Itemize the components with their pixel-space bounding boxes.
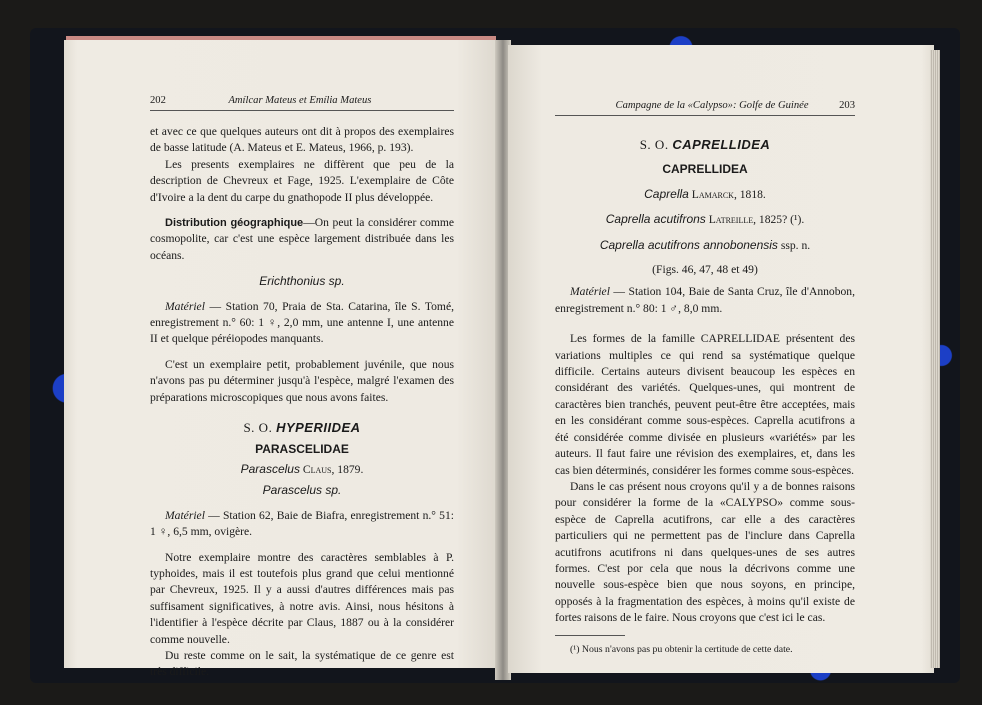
materiel-label-right: Matériel	[570, 285, 610, 299]
materiel-text-1: — Station 70, Praia de Sta. Catarina, île S. Tomé, enregistrement n.° 60: 1 ♀, 2,0 mm, une antenne I, une antenne II et quelque péréiopodes manquants.	[150, 299, 454, 346]
left-para-1: et avec ce que quelques auteurs ont dit à propos des exemplaires de basse latitude (A. Mateus et E. Mateus, 1966, p. 193).	[150, 125, 454, 155]
suborder-name-right: CAPRELLIDEA	[672, 137, 771, 152]
distribution-paragraph	[150, 215, 454, 264]
genus-name-right: Caprella	[644, 186, 689, 201]
suborder-name: HYPERIIDEA	[276, 420, 361, 436]
right-page	[508, 45, 934, 673]
left-text-column	[150, 124, 454, 681]
species-name-1: Caprella acutifrons	[605, 212, 706, 227]
materiel-paragraph-2	[150, 508, 454, 541]
left-page	[64, 40, 500, 679]
species-name-2: Caprella acutifrons annobonensis	[599, 237, 778, 252]
suborder-prefix-right: S. O.	[639, 137, 669, 152]
genus-caprella	[555, 186, 855, 203]
materiel-paragraph-1	[150, 299, 454, 348]
suborder-prefix: S. O.	[243, 420, 273, 436]
left-para-4: Notre exemplaire montre des caractères semblables à P. typhoides, mais il est toutefois plus grand que celui mentionné par Chevreux, 1925. Il y a aussi d'autres différences mais pas suffisament significatives, à notre avis. Ainsi, nous hésitons à l'identifier à l'espèce décrite par Claus, 1887 ou à la considérer comme nouvelle.	[150, 550, 454, 646]
genus-parascelus	[150, 461, 454, 478]
distribution-text: —On peut la considérer comme cosmopolite, car c'est une espèce largement distribuée dans les océans.	[150, 216, 455, 262]
materiel-text-right: — Station 104, Baie de Santa Cruz, île d'Annobon, enregistrement n.° 80: 1 ♂, 8,0 mm.	[555, 285, 855, 315]
materiel-label-2: Matériel	[165, 508, 205, 522]
materiel-label-1: Matériel	[165, 299, 205, 313]
family-caprellidea: CAPRELLIDEA	[662, 162, 748, 177]
genus-author: Claus, 1879.	[302, 462, 364, 476]
left-para-2: Les presents exemplaires ne diffèrent que peu de la description de Chevreux et Fage, 1925. L'exemplaire de Côte d'Ivoire a la dent du carpe du gnathopode II plus développée.	[150, 157, 454, 204]
right-running-head: Campagne de la «Calypso»: Golfe de Guinée	[615, 100, 809, 111]
left-para-5: Du reste comme on le sait, la systématique de ce genre est très difficile.	[150, 648, 454, 679]
right-para-1: Les formes de la famille CAPRELLIDAE présentent des variations multiples ce qui rend sa systématique quelque difficile. Certains auteurs divisent beaucoup les espèces en considérant des variétés. Quelques-unes, qui montrent de caractères bien tranchés, peuvent peut-être être acceptées, mais en les considérant comme sous-espèces. Caprella acutifrons a été considérée comme divisée en plusieurs «variétés» par les auteurs. Il faut faire une révision des exemplaires, et, dans les cas bien déterminés, considérer les formes comme sous-espèces.	[555, 332, 855, 477]
species-caprella-acutifrons	[555, 211, 855, 228]
right-text-column	[555, 137, 855, 658]
species-caprella-annobonensis	[555, 237, 855, 254]
left-para-3: C'est un exemplaire petit, probablement juvénile, que nous n'avons pas pu déterminer jusqu'à l'espèce, malgré l'examen des préparations microscopiques que nous avons faites.	[150, 357, 454, 404]
genus-name: Parascelus	[240, 461, 300, 476]
footnote-rule	[555, 635, 625, 636]
suborder-hyperiidea	[150, 420, 454, 436]
page-block-edges	[930, 50, 940, 668]
genus-author-right: Lamarck, 1818.	[691, 187, 766, 201]
species-parascelus: Parascelus sp.	[262, 483, 342, 498]
species-author-2: ssp. n.	[780, 238, 811, 252]
right-page-number: 203	[839, 100, 855, 111]
figures-reference: (Figs. 46, 47, 48 et 49)	[652, 263, 758, 277]
family-parascelidae: PARASCELIDAE	[255, 441, 349, 456]
species-author-1: Latreille, 1825? (¹).	[708, 213, 805, 227]
footnote: (¹) Nous n'avons pas pu obtenir la certitude de cette date.	[570, 643, 793, 655]
left-running-head: Amílcar Mateus et Emília Mateus	[228, 95, 372, 106]
species-erichthonius: Erichthonius sp.	[259, 274, 345, 289]
suborder-caprellidea	[555, 137, 855, 153]
right-para-2: Dans le cas présent nous croyons qu'il y a de bonnes raisons pour considérer la forme de la «CALYPSO» comme sous-espèce de Caprella acutifrons, car elle a des caractères particuliers qui ne permettent pas de l'inclure dans Caprella acutifrons acutifrons ni dans quelques-unes de ses autres formes. C'est por cela que nous la décrivons comme une nouvelle sous-espèce bien que nous soyons, en principe, opposés à la fragmentation des espèces, à moins qu'il existe de fortes raisons de le faire. Nous croyons que c'est ici le cas.	[555, 479, 855, 625]
left-running-header	[150, 93, 454, 111]
left-page-number: 202	[150, 95, 166, 106]
distribution-label: Distribution géographique	[165, 217, 304, 230]
right-running-header	[555, 98, 855, 116]
materiel-paragraph-right	[555, 284, 855, 317]
materiel-text-2: — Station 62, Baie de Biafra, enregistrement n.° 51: 1 ♀, 6,5 mm, ovigère.	[150, 508, 454, 539]
